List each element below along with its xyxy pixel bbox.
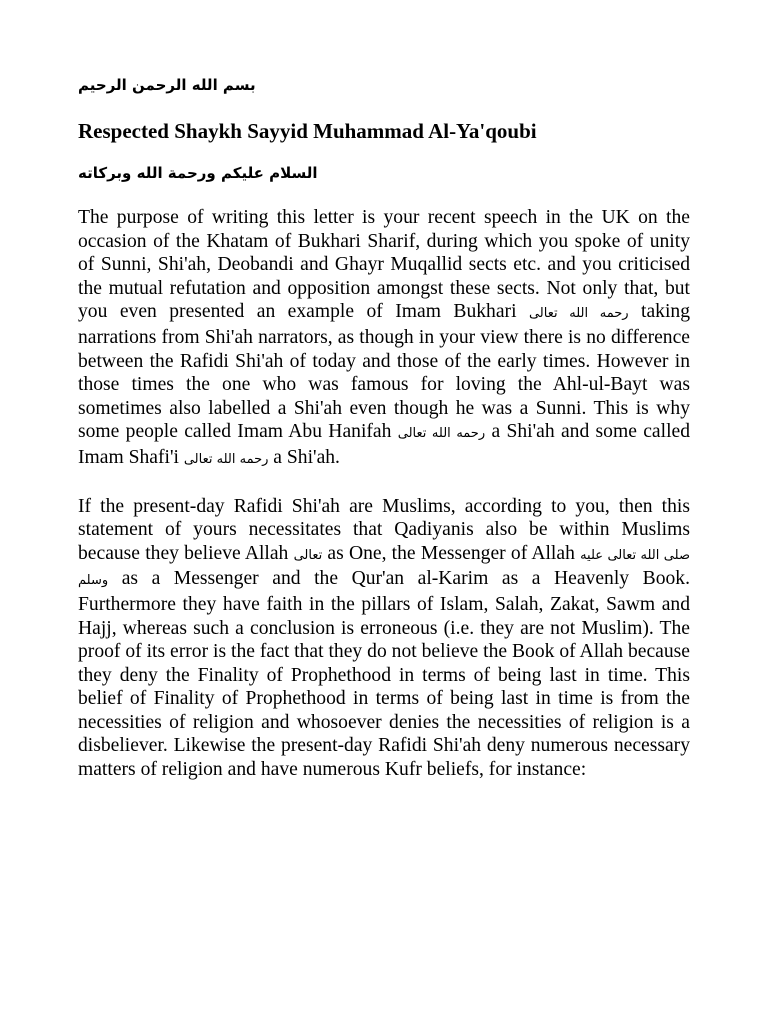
letter-page [78, 70, 690, 782]
letter-heading: Respected Shaykh Sayyid Muhammad Al-Ya'qoubi [78, 119, 537, 143]
honorific-abu-hanifah: رحمه الله تعالى [397, 426, 486, 442]
paragraph-1-text-a: The purpose of writing this letter is your recent speech in the UK on the occasion of the Khatam of Bukhari Sharif, during which you spoke of unity of Sunni, Shi'ah, Deobandi and Ghayr Muqallid sects etc. and you criticised the mutual refutation and opposition amongst these sects. Not only that, but you even presented an example of Imam Bukhari [78, 207, 690, 323]
honorific-bukhari: رحمه الله تعالى [528, 306, 629, 322]
salaam-greeting: السلام عليكم ورحمة الله وبركاته [78, 164, 318, 182]
paragraph-1-text-b: taking narrations from Shi'ah narrators, as though in your view there is no difference between the Rafidi Shi'ah of today and those of the early times. However in those times the one who was famous for loving the Ahl-ul-Bayt was sometimes also labelled a Shi'ah even though he was a Sunni. This is why some people called Imam Abu Hanifah [78, 301, 691, 443]
paragraph-2 [78, 495, 690, 782]
honorific-allah: تعالى [293, 547, 323, 563]
paragraph-2-text-b: as One, the Messenger of Allah [322, 542, 581, 564]
paragraph-2-text-a: If the present-day Rafidi Shi'ah are Muslims, according to you, then this statement of yours necessitates that Qadiyanis also be within Muslims because they believe Allah [78, 495, 690, 564]
paragraph-1 [78, 206, 690, 472]
paragraph-2-text-c: as a Messenger and the Qur'an al-Karim as a Heavenly Book. Furthermore they have faith in the pillars of Islam, Salah, Zakat, Sawm and Hajj, whereas such a conclusion is erroneous (i.e. they are not Muslim). The proof of its error is the fact that they do not believe the Book of Allah because they deny the Finality of Prophethood in terms of being last in time. This belief of Finality of Prophethood in terms of being last in time is from the necessities of religion and whosoever denies the necessities of religion is a disbeliever. Likewise the present-day Rafidi Shi'ah deny numerous necessary matters of religion and have numerous Kufr beliefs, for instance: [78, 568, 690, 781]
honorific-messenger: صلى الله تعالى عليه وسلم [78, 547, 690, 589]
basmala: بسم الله الرحمن الرحيم [78, 76, 256, 94]
paragraph-1-text-c: a Shi'ah and some called Imam Shafi'i [78, 421, 691, 468]
paragraph-1-text-d: a Shi'ah. [268, 446, 340, 468]
honorific-shafii: رحمه الله تعالى [183, 451, 269, 467]
